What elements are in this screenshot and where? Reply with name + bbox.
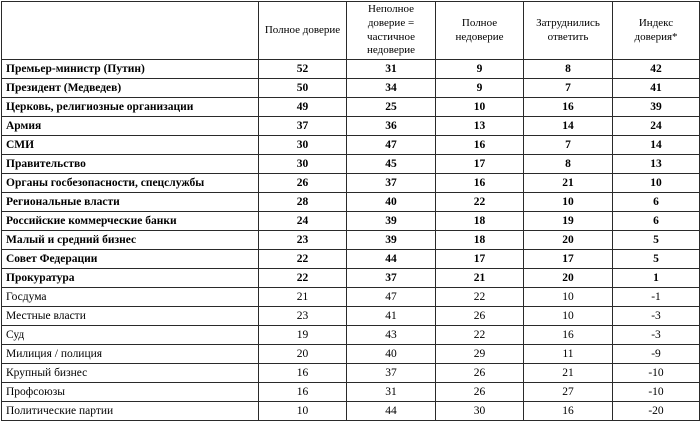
value-cell: 10 xyxy=(613,174,700,193)
table-row xyxy=(2,212,700,231)
value-cell: -9 xyxy=(613,345,700,364)
table-row xyxy=(2,174,700,193)
value-cell: -1 xyxy=(613,288,700,307)
table-row xyxy=(2,402,700,421)
value-cell: 21 xyxy=(524,364,613,383)
institution-label: Местные власти xyxy=(2,307,259,326)
institution-label: Премьер-министр (Путин) xyxy=(2,60,259,79)
value-cell: 16 xyxy=(259,364,347,383)
value-cell: 16 xyxy=(524,326,613,345)
value-cell: 11 xyxy=(524,345,613,364)
institution-label: Политические партии xyxy=(2,402,259,421)
value-cell: 44 xyxy=(347,402,436,421)
value-cell: -3 xyxy=(613,326,700,345)
value-cell: 16 xyxy=(436,136,524,155)
value-cell: 7 xyxy=(524,136,613,155)
value-cell: 10 xyxy=(436,98,524,117)
value-cell: 20 xyxy=(524,269,613,288)
table-row xyxy=(2,60,700,79)
table-row xyxy=(2,193,700,212)
value-cell: 24 xyxy=(613,117,700,136)
value-cell: 26 xyxy=(436,383,524,402)
table-row xyxy=(2,288,700,307)
value-cell: 21 xyxy=(259,288,347,307)
institution-label: Малый и средний бизнес xyxy=(2,231,259,250)
value-cell: 31 xyxy=(347,60,436,79)
value-cell: 40 xyxy=(347,345,436,364)
value-cell: 47 xyxy=(347,136,436,155)
value-cell: 37 xyxy=(347,364,436,383)
value-cell: 16 xyxy=(524,402,613,421)
value-cell: 26 xyxy=(259,174,347,193)
value-cell: 14 xyxy=(524,117,613,136)
column-header: Затруднились ответить xyxy=(524,2,613,60)
value-cell: 30 xyxy=(436,402,524,421)
table-row xyxy=(2,307,700,326)
value-cell: 22 xyxy=(436,288,524,307)
value-cell: 30 xyxy=(259,155,347,174)
table-row xyxy=(2,250,700,269)
value-cell: 40 xyxy=(347,193,436,212)
institution-label: Прокуратура xyxy=(2,269,259,288)
table-row xyxy=(2,117,700,136)
institution-label: Правительство xyxy=(2,155,259,174)
institution-label: Милиция / полиция xyxy=(2,345,259,364)
value-cell: 22 xyxy=(259,250,347,269)
column-header: Полное недоверие xyxy=(436,2,524,60)
value-cell: 21 xyxy=(436,269,524,288)
value-cell: 8 xyxy=(524,155,613,174)
value-cell: 25 xyxy=(347,98,436,117)
value-cell: 18 xyxy=(436,212,524,231)
value-cell: 8 xyxy=(524,60,613,79)
column-header: Неполное доверие = частичное недоверие xyxy=(347,2,436,60)
value-cell: 9 xyxy=(436,79,524,98)
value-cell: 27 xyxy=(524,383,613,402)
value-cell: 7 xyxy=(524,79,613,98)
value-cell: 45 xyxy=(347,155,436,174)
value-cell: 43 xyxy=(347,326,436,345)
table-row xyxy=(2,269,700,288)
institution-label: СМИ xyxy=(2,136,259,155)
value-cell: 16 xyxy=(436,174,524,193)
value-cell: 44 xyxy=(347,250,436,269)
institution-label: Совет Федерации xyxy=(2,250,259,269)
value-cell: 19 xyxy=(259,326,347,345)
value-cell: 26 xyxy=(436,307,524,326)
value-cell: 14 xyxy=(613,136,700,155)
value-cell: 19 xyxy=(524,212,613,231)
column-header: Полное доверие xyxy=(259,2,347,60)
value-cell: 22 xyxy=(259,269,347,288)
value-cell: 1 xyxy=(613,269,700,288)
table-row xyxy=(2,155,700,174)
value-cell: 39 xyxy=(613,98,700,117)
institution-label: Крупный бизнес xyxy=(2,364,259,383)
value-cell: 31 xyxy=(347,383,436,402)
table-header-row xyxy=(2,2,700,60)
value-cell: 41 xyxy=(613,79,700,98)
table-row xyxy=(2,136,700,155)
value-cell: 22 xyxy=(436,326,524,345)
value-cell: 18 xyxy=(436,231,524,250)
value-cell: -10 xyxy=(613,383,700,402)
value-cell: 20 xyxy=(524,231,613,250)
value-cell: 50 xyxy=(259,79,347,98)
institution-label: Президент (Медведев) xyxy=(2,79,259,98)
institution-label: Российские коммерческие банки xyxy=(2,212,259,231)
value-cell: 47 xyxy=(347,288,436,307)
institution-label: Госдума xyxy=(2,288,259,307)
value-cell: 39 xyxy=(347,212,436,231)
table-row xyxy=(2,79,700,98)
institution-label: Органы госбезопасности, спецслужбы xyxy=(2,174,259,193)
table-body xyxy=(2,60,700,421)
trust-table xyxy=(1,1,700,421)
table-row xyxy=(2,231,700,250)
value-cell: 10 xyxy=(524,193,613,212)
value-cell: 23 xyxy=(259,231,347,250)
value-cell: 16 xyxy=(524,98,613,117)
value-cell: 49 xyxy=(259,98,347,117)
table-row xyxy=(2,345,700,364)
value-cell: 13 xyxy=(436,117,524,136)
value-cell: -3 xyxy=(613,307,700,326)
value-cell: 10 xyxy=(259,402,347,421)
value-cell: 10 xyxy=(524,288,613,307)
value-cell: 5 xyxy=(613,250,700,269)
table-header xyxy=(2,2,700,60)
value-cell: 17 xyxy=(524,250,613,269)
value-cell: 29 xyxy=(436,345,524,364)
value-cell: 10 xyxy=(524,307,613,326)
value-cell: 37 xyxy=(347,174,436,193)
value-cell: 52 xyxy=(259,60,347,79)
value-cell: 13 xyxy=(613,155,700,174)
institution-label: Суд xyxy=(2,326,259,345)
value-cell: 22 xyxy=(436,193,524,212)
value-cell: 17 xyxy=(436,250,524,269)
value-cell: 9 xyxy=(436,60,524,79)
table-row xyxy=(2,326,700,345)
value-cell: 30 xyxy=(259,136,347,155)
value-cell: 21 xyxy=(524,174,613,193)
value-cell: 6 xyxy=(613,212,700,231)
value-cell: 26 xyxy=(436,364,524,383)
value-cell: 24 xyxy=(259,212,347,231)
institution-label: Церковь, религиозные организации xyxy=(2,98,259,117)
value-cell: 28 xyxy=(259,193,347,212)
column-header-institution xyxy=(2,2,259,60)
table-row xyxy=(2,98,700,117)
institution-label: Региональные власти xyxy=(2,193,259,212)
value-cell: 37 xyxy=(259,117,347,136)
value-cell: -20 xyxy=(613,402,700,421)
column-header: Индекс доверия* xyxy=(613,2,700,60)
institution-label: Профсоюзы xyxy=(2,383,259,402)
value-cell: 16 xyxy=(259,383,347,402)
table-row xyxy=(2,383,700,402)
value-cell: 5 xyxy=(613,231,700,250)
value-cell: 41 xyxy=(347,307,436,326)
value-cell: 6 xyxy=(613,193,700,212)
value-cell: 42 xyxy=(613,60,700,79)
value-cell: 34 xyxy=(347,79,436,98)
value-cell: 20 xyxy=(259,345,347,364)
value-cell: 39 xyxy=(347,231,436,250)
table-row xyxy=(2,364,700,383)
value-cell: 17 xyxy=(436,155,524,174)
value-cell: 37 xyxy=(347,269,436,288)
value-cell: 36 xyxy=(347,117,436,136)
value-cell: 23 xyxy=(259,307,347,326)
institution-label: Армия xyxy=(2,117,259,136)
value-cell: -10 xyxy=(613,364,700,383)
